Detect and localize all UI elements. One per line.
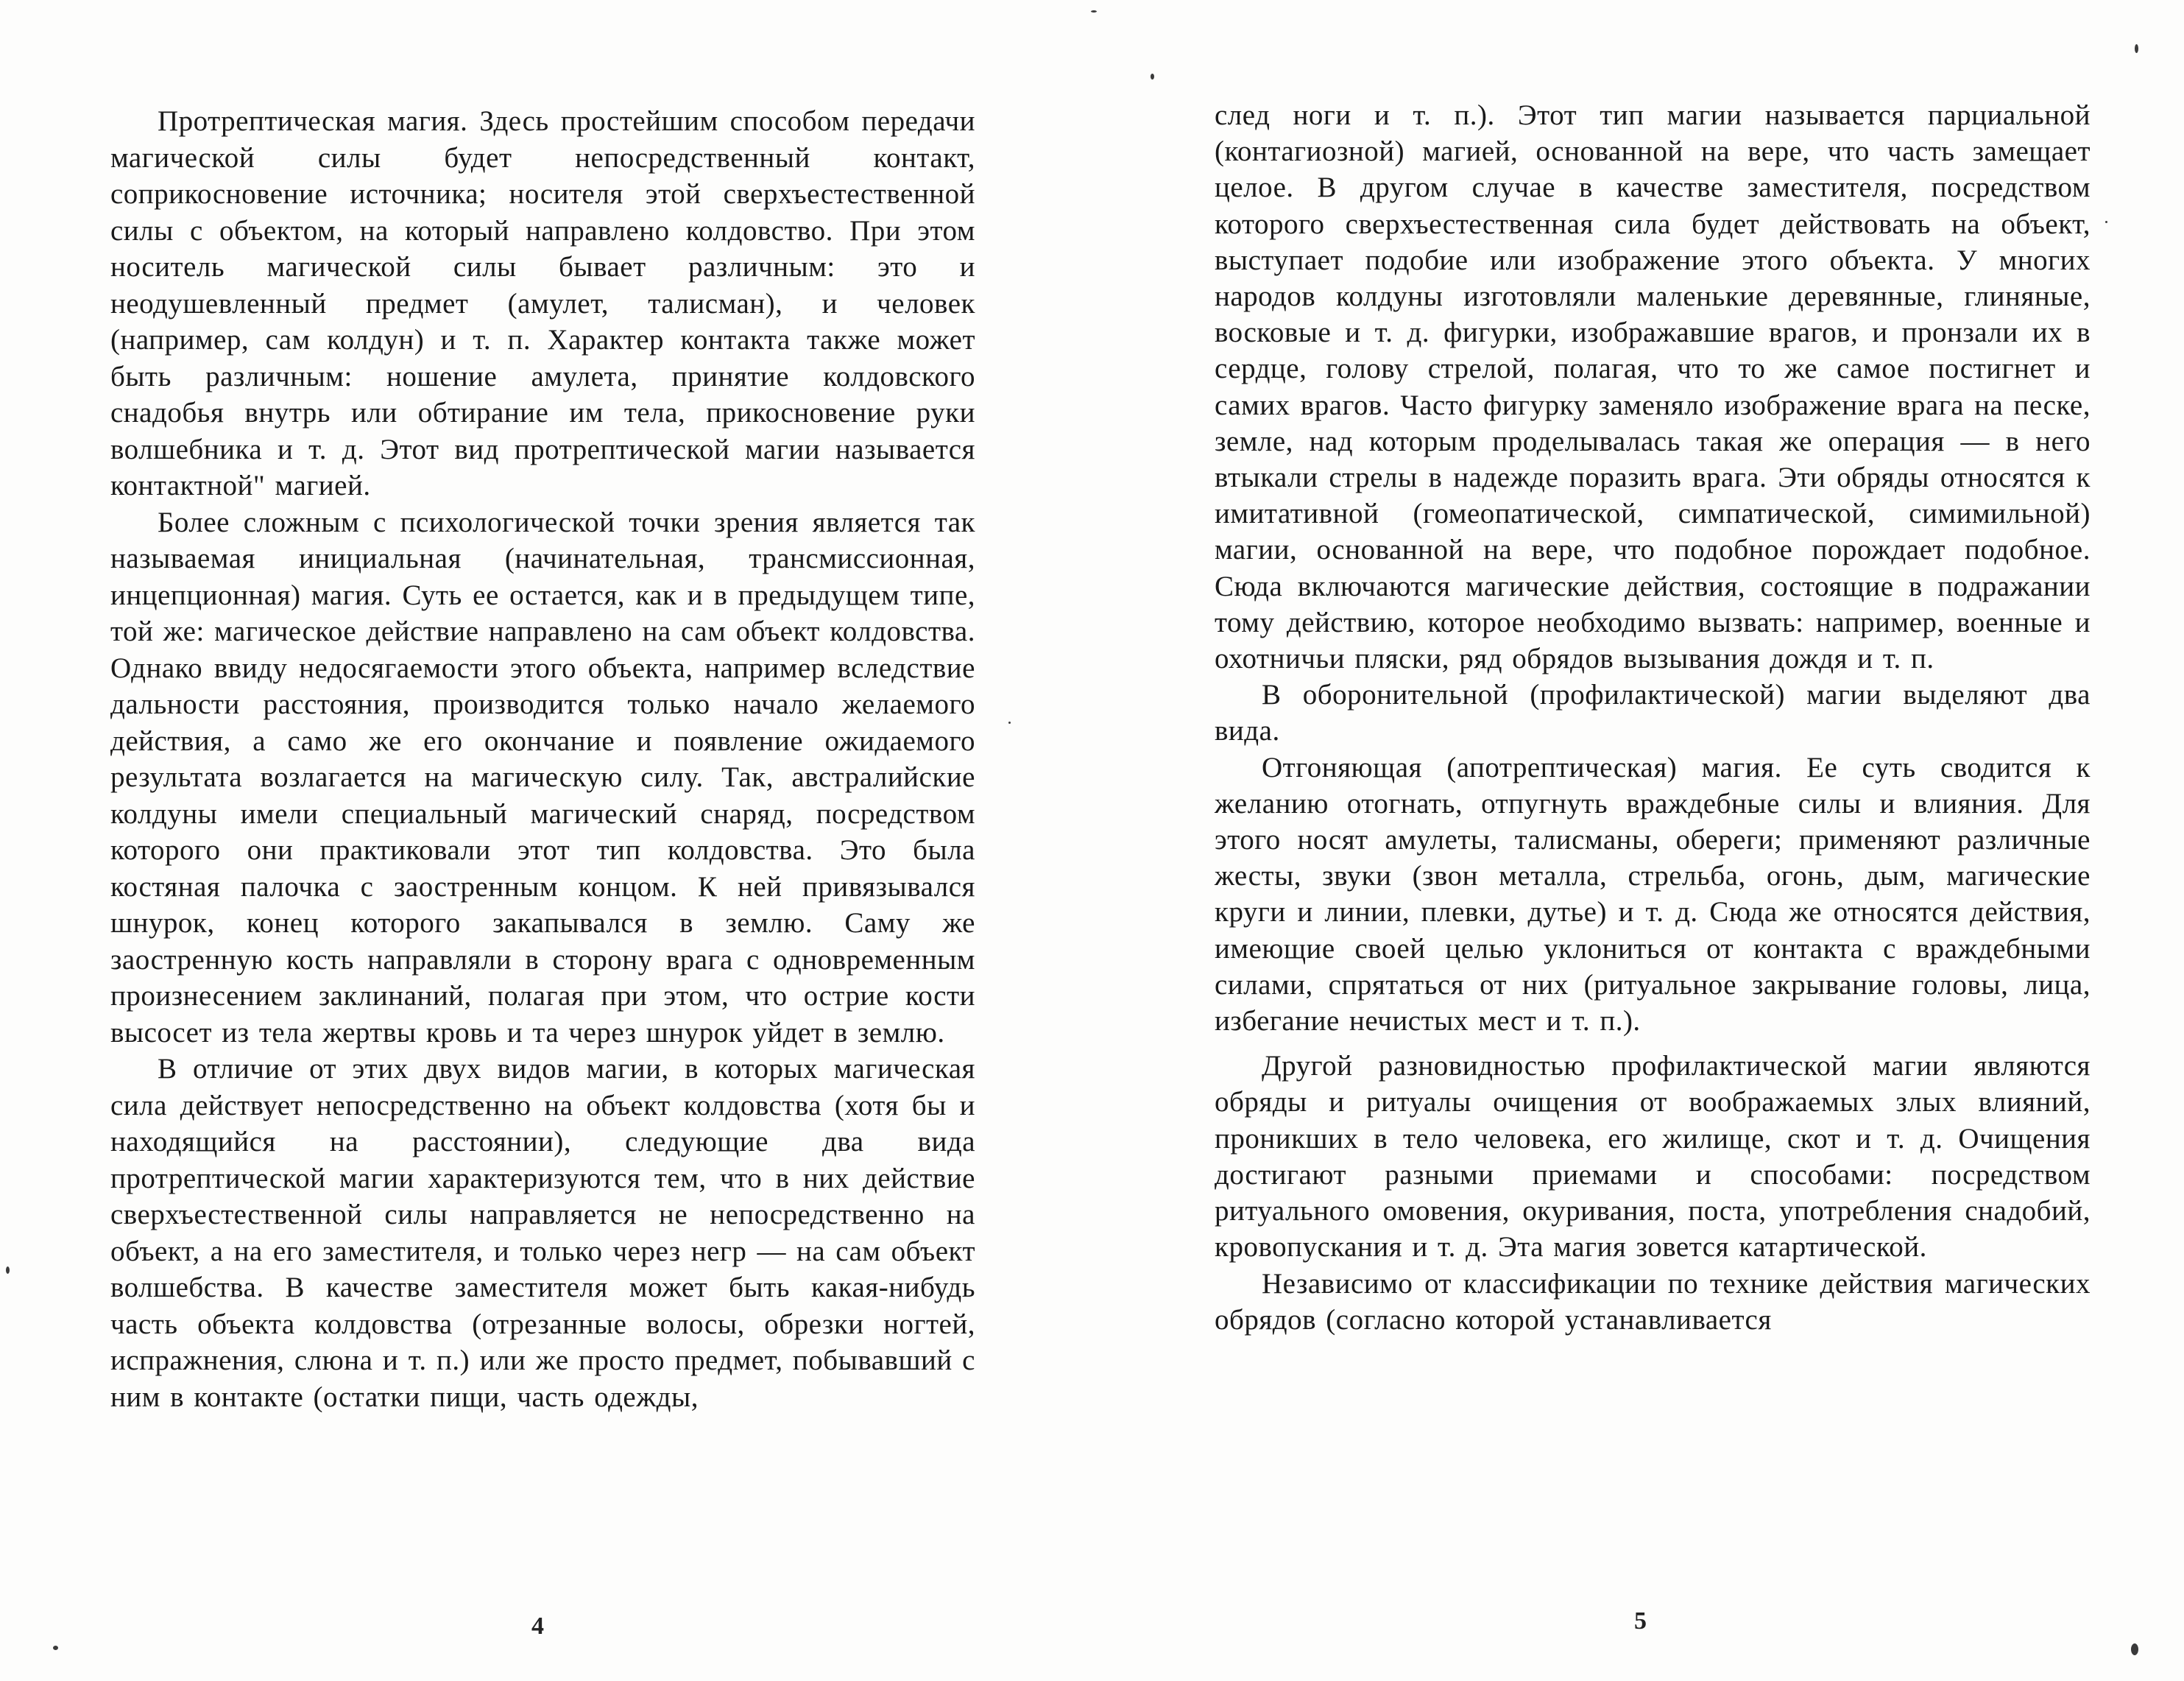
right-paragraph-2: В оборонительной (профилактической) магии выделяют два вида.: [1215, 679, 2091, 747]
left-paragraph-1: Протрептическая магия. Здесь простейшим способом передачи магической силы будет непосредственный контакт, соприкосновение источника; носителя этой сверхъестественной силы с объектом, на который направлено колдовство. При этом носитель магической силы бывает различным: это и неодушевленный предмет (амулет, талисман), и человек (например, сам колдун) и т. п. Характер контакта также может быть различным: ношение амулета, принятие колдовского снадобья внутрь или обтирание им тела, прикосновение руки волшебника и т. д. Этот вид протрептической магии называется контактной" магией.: [110, 105, 975, 501]
left-paragraph-3: В отличие от этих двух видов магии, в которых магическая сила действует непосредственно на объект колдовства (хотя бы и находящийся на расстоянии), следующие два вида протрептической магии характеризуются тем, что в них действие сверхъестественной силы направляется не непосредственно на объект, а на его заместителя, и только через негр — на сам объект волшебства. В качестве заместителя может быть какая-нибудь часть объекта колдовства (отрезанные волосы, обрезки ногтей, испражнения, слюна и т. п.) или же просто предмет, побывавший с ним в контакте (остатки пищи, часть одежды,: [110, 1053, 975, 1413]
scan-speck: [2105, 221, 2107, 223]
left-page-number: 4: [531, 1613, 544, 1640]
right-page: [1215, 97, 2091, 1338]
scan-speck: [1091, 10, 1097, 13]
right-paragraph-3: Отгоняющая (апотрептическая) магия. Ее суть сводится к желанию отогнать, отпугнуть враждебные силы и влияния. Для этого носят амулеты, талисманы, обереги; применяют различные жесты, звуки (звон металла, стрельба, огонь, дым, магические круги и линии, плевки, дутье) и т. д. Сюда же относятся действия, имеющие своей целью уклониться от контакта с враждебными силами, спрятаться от них (ритуальное закрывание головы, лица, избегание нечистых мест и т. п.).: [1215, 751, 2091, 1037]
left-paragraph-2: Более сложным с психологической точки зрения является так называемая инициальная (начинательная, трансмиссионная, инцепционная) магия. Суть ее остается, как и в предыдущем типе, той же: магическое действие направлено на сам объект колдовства. Однако ввиду недосягаемости этого объекта, например вследствие дальности расстояния, производится только начало желаемого действия, а само же его окончание и появление ожидаемого результата возлагается на магическую силу. Так, австралийские колдуны имели специальный магический снаряд, посредством которого они практиковали этот тип колдовства. Это была костяная палочка с заостренным концом. К ней привязывался шнурок, конец которого закапывался в землю. Саму же заостренную кость направляли в сторону врага с одновременным произнесением заклинаний, полагая при этом, что острие кости высосет из тела жертвы кровь и та через шнурок уйдет в землю.: [110, 506, 975, 1049]
scan-speck: [53, 1646, 58, 1650]
right-paragraph-4: Другой разновидностью профилактической магии являются обряды и ритуалы очищения от воображаемых злых влияний, проникших в тело человека, его жилище, скот и т. д. Очищения достигают разными приемами и способами: посредством ритуального омовения, окуривания, поста, употребления снадобий, кровопускания и т. д. Эта магия зовется катартической.: [1215, 1050, 2091, 1264]
scan-speck: [2131, 1643, 2138, 1655]
right-paragraph-5: Независимо от классификации по технике действия магических обрядов (согласно которой устанавливается: [1215, 1267, 2091, 1336]
right-paragraph-1: след ноги и т. п.). Этот тип магии называется парциальной (контагиозной) магией, основанной на вере, что часть замещает целое. В другом случае в качестве заместителя, посредством которого сверхъестественная сила будет действовать на объект, выступает подобие или изображение этого объекта. У многих народов колдуны изготовляли маленькие деревянные, глиняные, восковые и т. д. фигурки, изображавшие врагов, и пронзали их в сердце, голову стрелой, полагая, что то же самое постигнет и самих врагов. Часто фигурку заменяло изображение врага на песке, земле, над которым проделывалась такая же операция — в него втыкали стрелы в надежде поразить врага. Эти обряды относятся к имитативной (гомеопатической, симпатической, симимильной) магии, основанной на вере, что подобное порождает подобное. Сюда включаются магические действия, состоящие в подражании тому действию, которое необходимо вызвать: например, военные и охотничьи пляски, ряд обрядов вызывания дождя и т. п.: [1215, 99, 2091, 675]
scan-speck: [1151, 74, 1154, 80]
scan-speck: [1008, 722, 1011, 724]
right-page-number: 5: [1634, 1607, 1647, 1635]
left-page: [110, 103, 975, 1415]
scan-speck: [2135, 44, 2138, 53]
scan-speck: [6, 1266, 10, 1274]
